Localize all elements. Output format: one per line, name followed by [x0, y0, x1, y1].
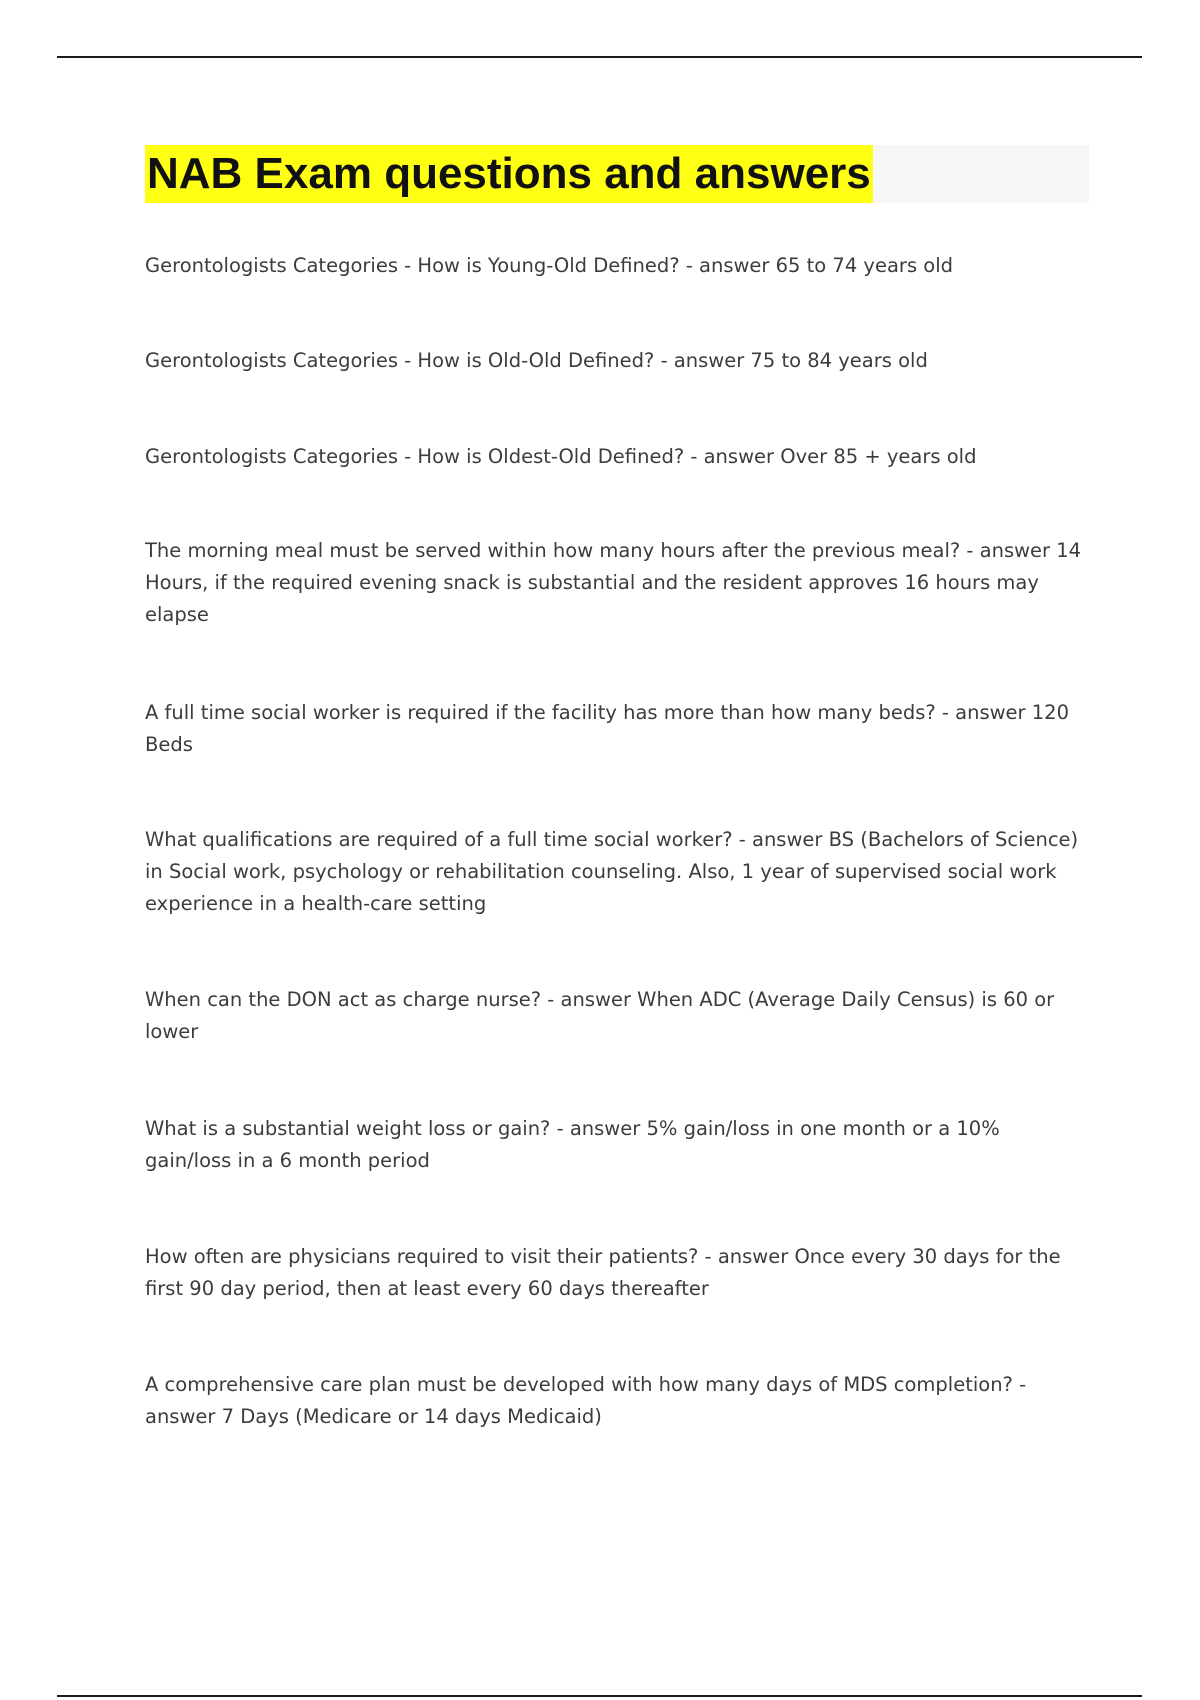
document-title: NAB Exam questions and answers [145, 145, 873, 203]
document-body [145, 145, 1089, 1428]
top-rule [57, 56, 1142, 58]
qa-item: The morning meal must be served within how many hours after the previous meal? - answer 14 Hours, if the required evening snack is substantial and the resident approves 16 hours may elapse [145, 539, 1082, 626]
qa-item: Gerontologists Categories - How is Young-Old Defined? - answer 65 to 74 years old [145, 254, 954, 277]
qa-item: Gerontologists Categories - How is Old-Old Defined? - answer 75 to 84 years old [145, 349, 928, 372]
qa-item: Gerontologists Categories - How is Oldest-Old Defined? - answer Over 85 + years old [145, 445, 977, 468]
qa-item: What is a substantial weight loss or gain? - answer 5% gain/loss in one month or a 10% gain/loss in a 6 month period [145, 1117, 1000, 1172]
qa-item: A full time social worker is required if the facility has more than how many beds? - answer 120 Beds [145, 701, 1069, 756]
qa-item: How often are physicians required to visit their patients? - answer Once every 30 days for the first 90 day period, then at least every 60 days thereafter [145, 1245, 1061, 1300]
qa-item: A comprehensive care plan must be developed with how many days of MDS completion? - answer 7 Days (Medicare or 14 days Medicaid) [145, 1373, 1027, 1428]
bottom-rule [57, 1695, 1142, 1697]
title-bar [145, 145, 1089, 203]
qa-item: What qualifications are required of a full time social worker? - answer BS (Bachelors of Science) in Social work, psychology or rehabilitation counseling. Also, 1 year of supervised social work experience in a health-care setting [145, 828, 1079, 915]
qa-item: When can the DON act as charge nurse? - answer When ADC (Average Daily Census) is 60 or lower [145, 988, 1055, 1043]
